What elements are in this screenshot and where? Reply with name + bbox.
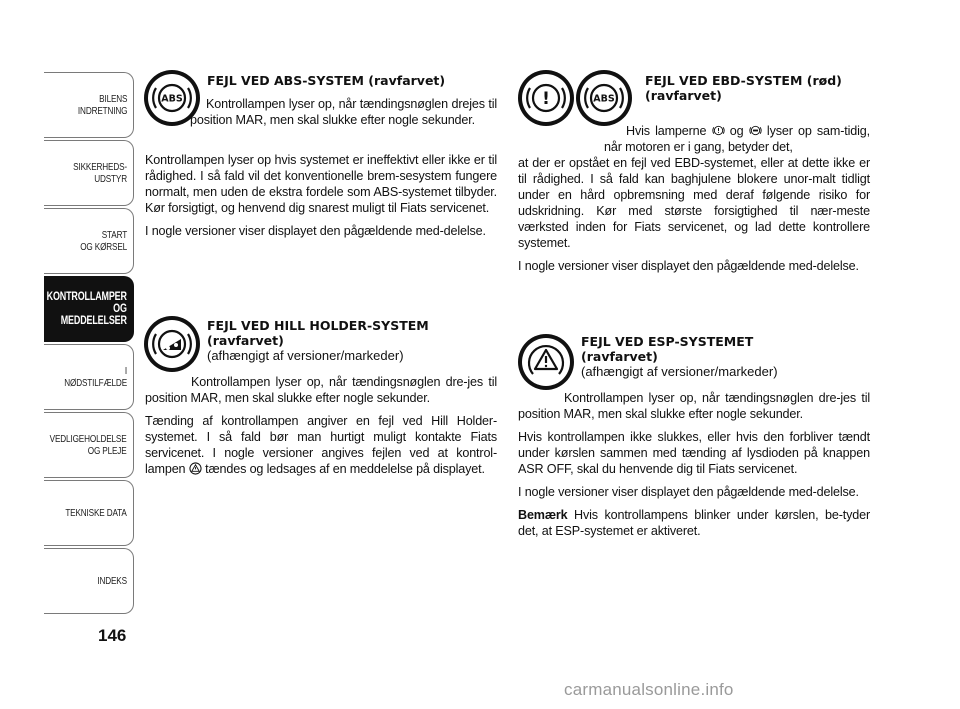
hill-paragraph-1-start: Tænding af kontrollampen angiver en fejl ved Hill Holder-systemet. I så fald bør man hurtigt muligt kontakte Fiats servicenet. I nogle versioner angives fejlen ved at kontrol-lampen	[145, 414, 497, 476]
ebd-body	[518, 155, 870, 274]
hill-paragraph-1	[145, 413, 497, 477]
esp-note-label: Bemærk	[518, 508, 568, 522]
tab-i-nodstilfaelde[interactable]	[44, 344, 134, 410]
esp-subtitle: (afhængigt af versioner/markeder)	[581, 364, 778, 379]
ebd-intro-c: lyser op sam-tidig, når motoren er i gang, betyder det,	[604, 124, 870, 154]
esp-inline-icon	[189, 462, 202, 475]
esp-body	[518, 390, 870, 539]
esp-title: FEJL VED ESP-SYSTEMET (ravfarvet)	[581, 334, 754, 364]
tab-label: INDEKS	[97, 575, 127, 587]
ebd-paragraph-2: I nogle versioner viser displayet den pågældende med-delelse.	[518, 259, 859, 273]
ebd-heading-block	[645, 73, 870, 103]
esp-note	[518, 507, 870, 539]
esp-paragraph-2: I nogle versioner viser displayet den pågældende med-delelse.	[518, 485, 859, 499]
tab-label: I NØDSTILFÆLDE	[64, 365, 127, 389]
watermark: carmanualsonline.info	[564, 680, 734, 699]
ebd-warning-icon	[518, 70, 574, 126]
tab-label: KONTROLLAMPER OG MEDDELELSER	[46, 291, 127, 327]
abs-intro: Kontrollampen lyser op, når tændingsnøglen drejes til position MAR, men skal slukke efter nogle sekunder.	[190, 97, 497, 127]
abs-paragraph-2: I nogle versioner viser displayet den pågældende med-delelse.	[145, 224, 486, 238]
ebd-icon-text: !	[542, 89, 550, 109]
hill-title: FEJL VED HILL HOLDER-SYSTEM (ravfarvet)	[207, 318, 429, 348]
tab-start-og-korsel[interactable]	[44, 208, 134, 274]
abs-icon-text: ABS	[161, 93, 183, 105]
ebd-title: FEJL VED EBD-SYSTEM (rød) (ravfarvet)	[645, 73, 842, 103]
hill-intro: Kontrollampen lyser op, når tændingsnøglen dre-jes til position MAR, men skal slukke efter nogle sekunder.	[145, 375, 497, 405]
page-number: 146	[98, 626, 127, 645]
abs-inline-icon	[749, 124, 762, 137]
ebd-intro-b: og	[729, 124, 744, 138]
esp-paragraph-1: Hvis kontrollampen ikke slukkes, eller hvis den forbliver tændt under kørslen sammen med tænding af lysdioden på knappen ASR OFF, skal du henvende dig til Fiats servicenet.	[518, 430, 870, 476]
tab-kontrollamper-active[interactable]	[44, 276, 134, 342]
hill-holder-icon	[144, 316, 200, 372]
abs-icon-2-text: ABS	[593, 93, 615, 105]
tab-label: VEDLIGEHOLDELSE OG PLEJE	[50, 433, 127, 457]
ebd-inline-icon	[712, 124, 725, 137]
esp-intro: Kontrollampen lyser op, når tændingsnøglen dre-jes til position MAR, men skal slukke efter nogle sekunder.	[518, 391, 870, 421]
esp-note-text: Hvis kontrollampens blinker under kørslen, be-tyder det, at ESP-systemet er aktiveret.	[518, 508, 870, 538]
ebd-intro	[604, 123, 870, 155]
ebd-intro-a: Hvis lamperne	[626, 124, 707, 138]
abs-title: FEJL VED ABS-SYSTEM (ravfarvet)	[207, 73, 446, 88]
hill-paragraph-1-end: tændes og ledsages af en meddelelse på displayet.	[205, 462, 485, 476]
tab-sikkerhedsudstyr[interactable]	[44, 140, 134, 206]
hill-heading-block	[207, 318, 497, 363]
ebd-paragraph-1: at der er opstået en fejl ved EBD-systemet, eller at dette ikke er til rådighed. I så fald kan baghjulene blokere unor-malt tidligt under en hård opbremsning med deraf følgende risiko for udskridning. Kør med største forsigtighed til nær-meste værksted inden for Fiats servicenet, og lad dette kontrollere systemet.	[518, 156, 870, 250]
esp-heading-block	[581, 334, 871, 379]
tab-tekniske-data[interactable]	[44, 480, 134, 546]
esp-warning-icon	[518, 334, 574, 390]
tab-label: SIKKERHEDS- UDSTYR	[73, 161, 127, 185]
abs-heading-block	[207, 73, 497, 88]
hill-body	[145, 374, 497, 477]
hill-subtitle: (afhængigt af versioner/markeder)	[207, 348, 404, 363]
abs-paragraph-1: Kontrollampen lyser op hvis systemet er ineffektivt eller ikke er til rådighed. I så fald vil det konventionelle brem-sesystem fungere normalt, men uden de ekstra fordele som ABS-systemet tilbyder. Kør forsigtigt, og henvend dig snarest muligt til Fiats servicenet.	[145, 153, 497, 215]
tab-label: TEKNISKE DATA	[65, 507, 127, 519]
tab-label: START OG KØRSEL	[80, 229, 127, 253]
abs-body	[145, 152, 497, 239]
ebd-intro-block	[604, 123, 870, 155]
tab-vedligeholdelse[interactable]	[44, 412, 134, 478]
abs-intro-block	[190, 96, 497, 128]
abs-warning-icon-2	[576, 70, 632, 126]
tab-label: BILENS INDRETNING	[77, 93, 127, 117]
tab-bilens-indretning[interactable]	[44, 72, 134, 138]
tab-indeks[interactable]	[44, 548, 134, 614]
